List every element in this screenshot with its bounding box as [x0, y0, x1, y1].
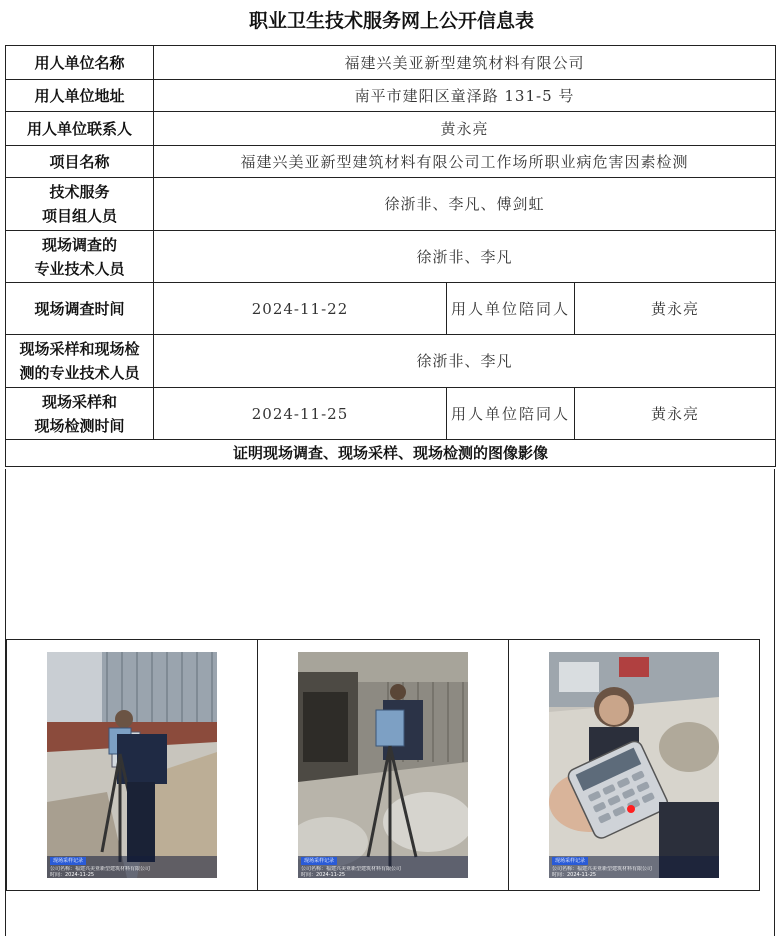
photo-1-tag: 现场采样记录 [50, 857, 86, 865]
photo-1-line2: 时间：2024-11-25 [50, 872, 95, 878]
team-label-line1: 技术服务 [49, 183, 110, 201]
photo-3-line1: 公司名称：福建兴美亚新型建筑材料有限公司 [552, 866, 653, 872]
sampling-time-label [6, 388, 154, 440]
photo-cell-2 [258, 640, 509, 891]
row-unit-name [6, 46, 776, 80]
photo-3 [549, 652, 719, 878]
sampling-time-label-line1: 现场采样和 [41, 392, 117, 411]
row-section-title [6, 440, 776, 467]
survey-staff-label-line2: 专业技术人员 [34, 259, 125, 278]
info-table [5, 45, 776, 467]
team-label [6, 178, 154, 231]
photo-3-image [549, 652, 719, 878]
sampling-time-label-line2: 现场检测时间 [34, 416, 125, 435]
sampling-escort-label: 用人单位陪同人 [447, 388, 575, 440]
photo-2-caption [298, 856, 468, 878]
photo-1 [47, 652, 217, 878]
survey-staff-label-line1: 现场调查的 [41, 235, 117, 254]
photo-2 [298, 652, 468, 878]
survey-escort-value: 黄永亮 [575, 283, 776, 335]
row-survey-staff [6, 231, 776, 283]
photo-3-caption [549, 856, 719, 878]
photo-2-line2: 时间：2024-11-25 [301, 872, 346, 878]
project-name-label: 项目名称 [6, 146, 154, 178]
photo-2-line1: 公司名称：福建兴美亚新型建筑材料有限公司 [301, 866, 402, 872]
sampling-staff-label-line2: 测的专业技术人员 [19, 364, 140, 382]
sampling-staff-label [6, 335, 154, 388]
team-value: 徐浙非、李凡、傅剑虹 [154, 178, 776, 231]
unit-contact-label: 用人单位联系人 [6, 112, 154, 146]
row-team [6, 178, 776, 231]
photo-1-image [47, 652, 217, 878]
photo-2-tag: 现场采样记录 [301, 857, 337, 865]
photo-cell-3 [509, 640, 760, 891]
survey-escort-label: 用人单位陪同人 [447, 283, 575, 335]
photo-cell-1 [7, 640, 258, 891]
sampling-staff-label-line1: 现场采样和现场检 [19, 340, 140, 358]
unit-address-label: 用人单位地址 [6, 80, 154, 112]
row-sampling-staff [6, 335, 776, 388]
unit-contact-value: 黄永亮 [154, 112, 776, 146]
photo-grid [6, 639, 760, 891]
row-unit-contact [6, 112, 776, 146]
photo-1-caption [47, 856, 217, 878]
unit-name-label: 用人单位名称 [6, 46, 154, 80]
photo-3-line2: 时间：2024-11-25 [552, 872, 597, 878]
team-label-line2: 项目组人员 [41, 207, 117, 225]
row-survey-time [6, 283, 776, 335]
sampling-escort-value: 黄永亮 [575, 388, 776, 440]
sampling-staff-value: 徐浙非、李凡 [154, 335, 776, 388]
project-name-value: 福建兴美亚新型建筑材料有限公司工作场所职业病危害因素检测 [154, 146, 776, 178]
row-sampling-time [6, 388, 776, 440]
unit-address-value: 南平市建阳区童泽路 131-5 号 [154, 80, 776, 112]
section-title: 证明现场调查、现场采样、现场检测的图像影像 [6, 440, 776, 467]
unit-name-value: 福建兴美亚新型建筑材料有限公司 [154, 46, 776, 80]
photo-1-line1: 公司名称：福建兴美亚新型建筑材料有限公司 [50, 866, 151, 872]
survey-staff-value: 徐浙非、李凡 [154, 231, 776, 283]
row-unit-address [6, 80, 776, 112]
survey-time-label: 现场调查时间 [6, 283, 154, 335]
photo-2-image [298, 652, 468, 878]
survey-time-value: 2024-11-22 [154, 283, 447, 335]
page-title: 职业卫生技术服务网上公开信息表 [248, 10, 534, 32]
row-project-name [6, 146, 776, 178]
survey-staff-label [6, 231, 154, 283]
sampling-time-value: 2024-11-25 [154, 388, 447, 440]
frame-right-border [774, 469, 775, 936]
photo-3-tag: 现场采样记录 [552, 857, 588, 865]
